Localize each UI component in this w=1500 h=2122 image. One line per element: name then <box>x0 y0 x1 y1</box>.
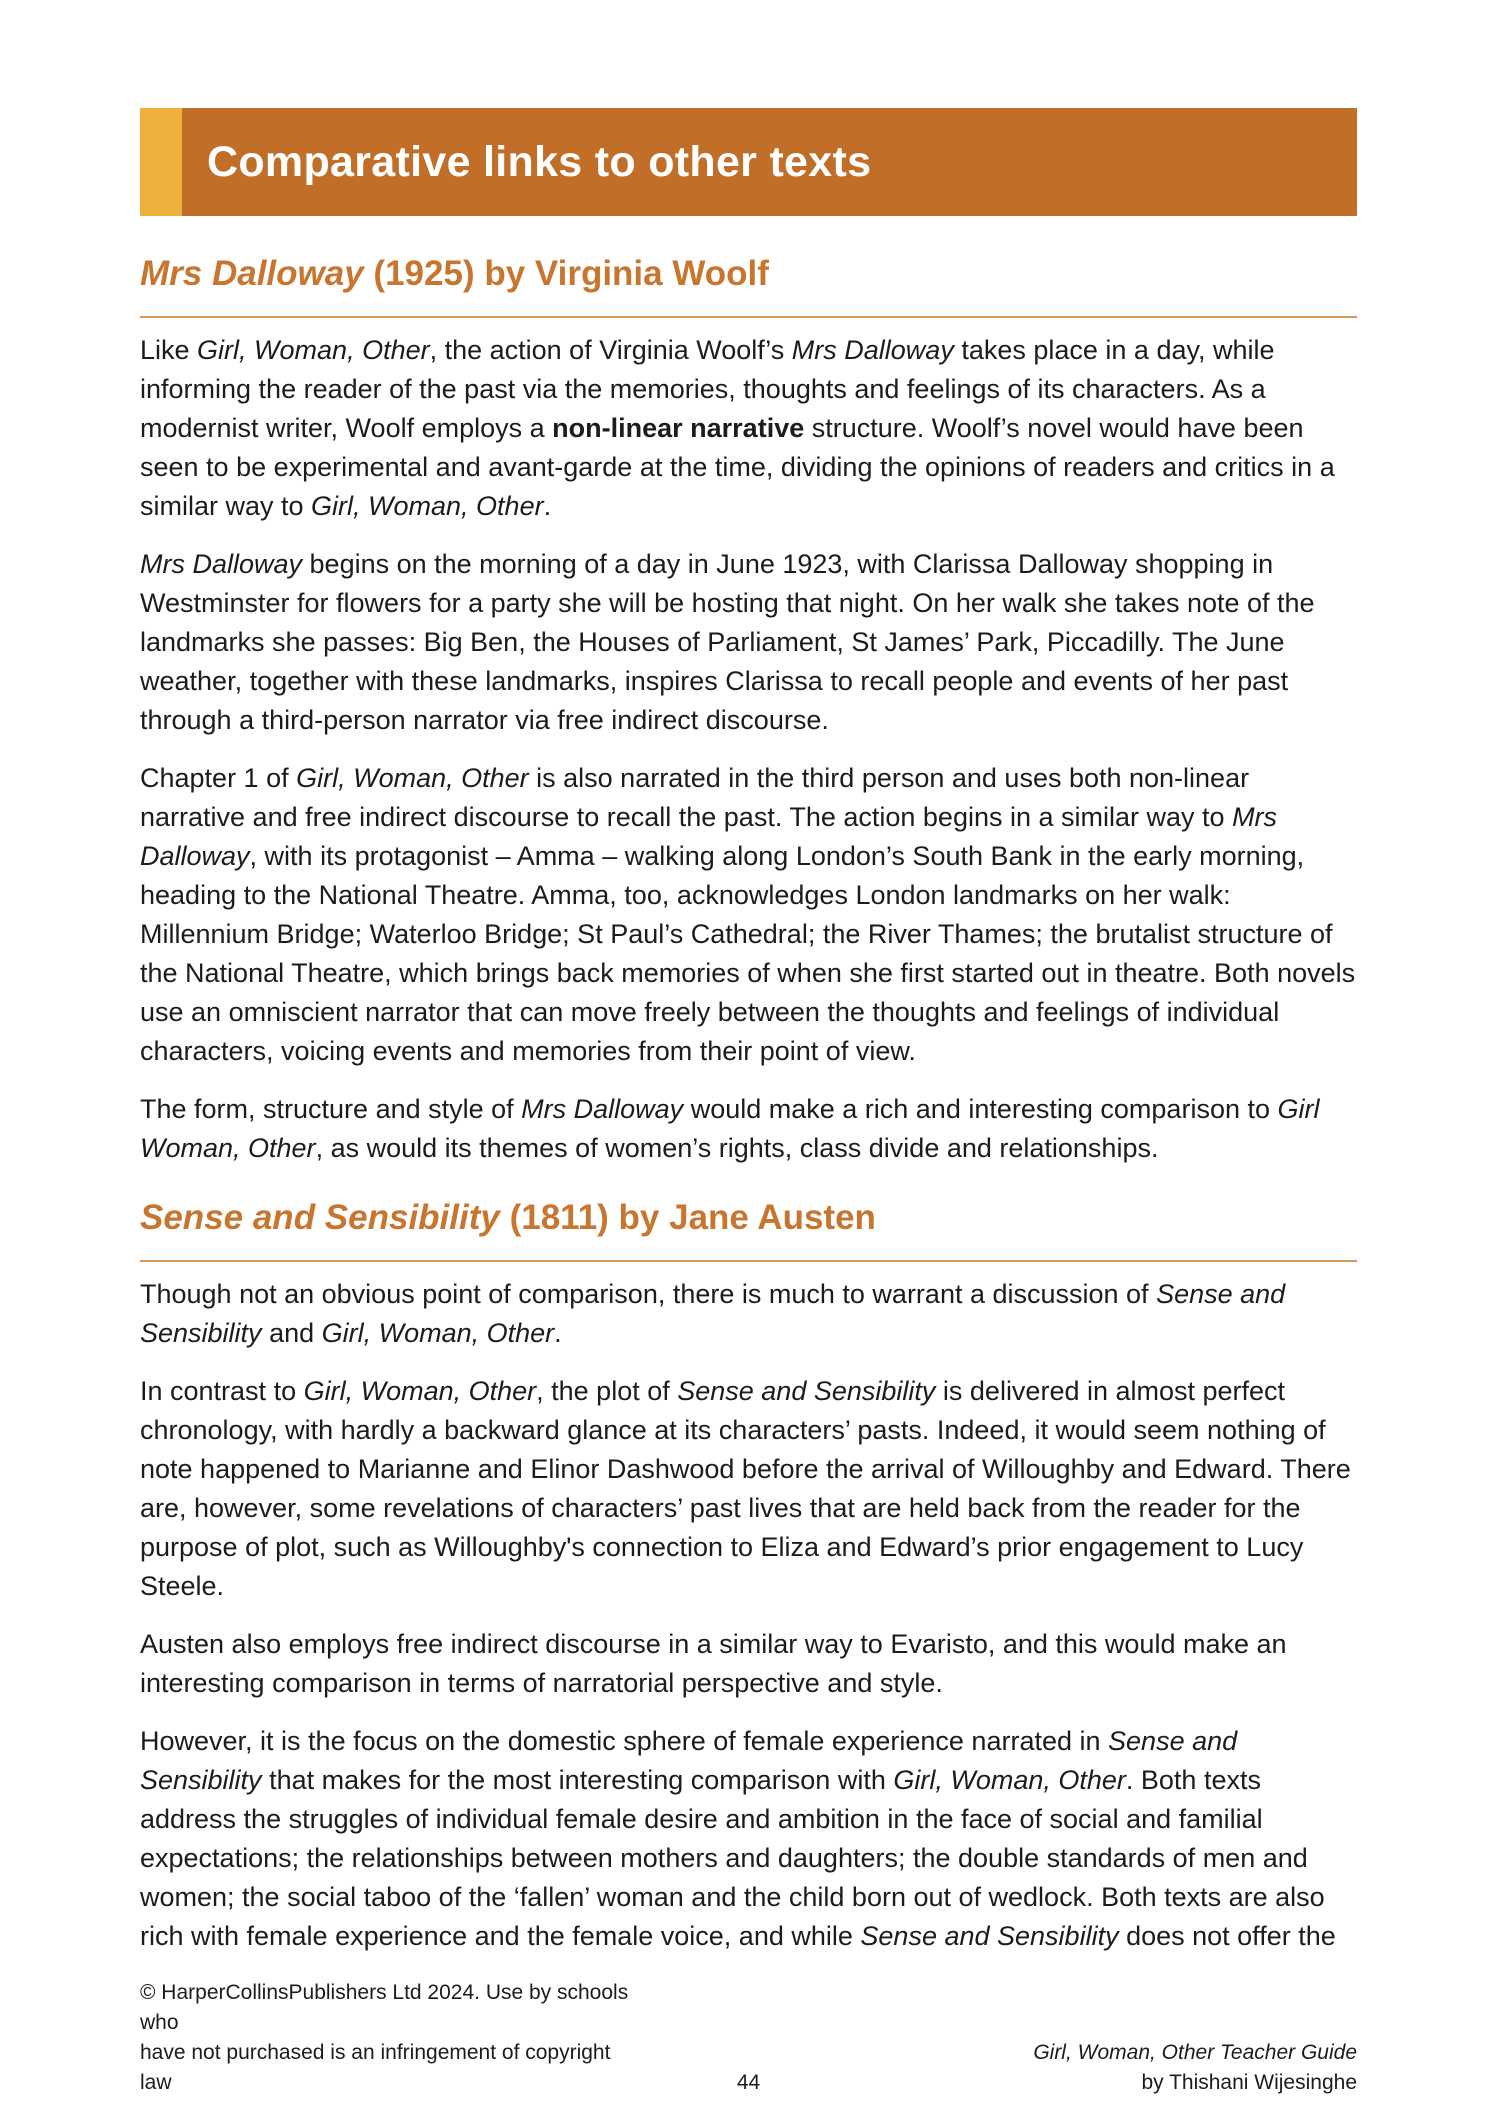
page-number: 44 <box>736 2071 761 2094</box>
text-run: Sense and Sensibility <box>860 1921 1119 1951</box>
section-mrs-dalloway <box>140 252 1357 1168</box>
text-run: However, it is the focus on the domestic sphere of female experience narrated in <box>140 1726 1109 1756</box>
text-run: , with its protagonist – Amma – walking along London’s South Bank in the early morning, heading to the National Theatre. Amma, too, acknowledges London landmarks on her walk: Millennium Bridge; Waterloo Bridge; St Paul’s Cathedral; the River Thames; the brutalist structure of the National Theatre, which brings back memories of when she first started out in theatre. Both novels use an omniscient narrator that can move freely between the thoughts and feelings of individual characters, voicing events and memories from their point of view. <box>140 841 1356 1066</box>
section-body-mrs-dalloway <box>140 318 1357 1168</box>
section-sense-and-sensibility <box>140 1196 1357 1956</box>
text-run: . <box>554 1318 562 1348</box>
text-run: The form, structure and style of <box>140 1094 522 1124</box>
section-banner <box>140 108 1357 216</box>
paragraph <box>140 1275 1357 1353</box>
text-run: Girl Woman, Other <box>140 1094 1320 1163</box>
text-run: that makes for the most interesting comparison with <box>261 1765 894 1795</box>
copyright-line-1: © HarperCollinsPublishers Ltd 2024. Use by schools who <box>140 1981 629 2034</box>
text-run: Girl, Woman, Other <box>311 491 544 521</box>
text-run: Girl, Woman, Other <box>296 763 529 793</box>
text-run: Sense and Sensibility <box>140 1198 500 1237</box>
text-run: Sense and Sensibility <box>140 1279 1286 1348</box>
text-run: Mrs Dalloway <box>140 802 1278 871</box>
guide-title: Girl, Woman, Other Teacher Guide <box>1033 2041 1357 2064</box>
text-run: Mrs Dalloway <box>791 335 954 365</box>
paragraph <box>140 545 1357 740</box>
text-run: . <box>543 491 552 521</box>
text-run: non-linear narrative <box>552 413 805 443</box>
text-run: , the plot of <box>536 1376 678 1406</box>
text-run: (1811) by Jane Austen <box>499 1198 876 1237</box>
text-run: and <box>261 1318 322 1348</box>
paragraph <box>140 331 1357 526</box>
text-run: does not offer the <box>1118 1921 1336 1951</box>
text-run: In contrast to <box>140 1376 304 1406</box>
text-run: Girl, Woman, Other <box>321 1318 555 1348</box>
text-run: Mrs Dalloway <box>140 254 364 293</box>
text-run: , the action of Virginia Woolf’s <box>429 335 792 365</box>
copyright-notice <box>140 1978 640 2098</box>
text-run: , as would its themes of women’s rights, class divide and relationships. <box>315 1133 1159 1163</box>
banner-background <box>182 108 1357 216</box>
text-run: Chapter 1 of <box>140 763 297 793</box>
banner-accent-bar <box>140 108 182 216</box>
text-run: Girl, Woman, Other <box>303 1376 537 1406</box>
text-run: (1925) by Virginia Woolf <box>363 254 769 293</box>
text-run: Austen also employs free indirect discourse in a similar way to Evaristo, and this would make an interesting comparison in terms of narratorial perspective and style. <box>140 1629 1287 1698</box>
text-run: would make a rich and interesting comparison to <box>683 1094 1278 1124</box>
paragraph <box>140 1625 1357 1703</box>
page-title: Comparative links to other texts <box>207 137 872 186</box>
text-run: Girl, Woman, Other <box>197 335 430 365</box>
text-run: Like <box>140 335 198 365</box>
paragraph <box>140 1372 1357 1606</box>
section-body-sense-and-sensibility <box>140 1262 1357 1956</box>
text-run: Though not an obvious point of comparison, there is much to warrant a discussion of <box>140 1279 1157 1309</box>
paragraph <box>140 1090 1357 1168</box>
copyright-line-2: have not purchased is an infringement of copyright law <box>140 2041 611 2094</box>
text-run: is delivered in almost perfect chronology, with hardly a backward glance at its characters’ pasts. Indeed, it would seem nothing of note happened to Marianne and Elinor Dashwood before the arrival of Willoughby and Edward. There are, however, some revelations of characters’ past lives that are held back from the reader for the purpose of plot, such as Willoughby's connection to Eliza and Edward’s prior engagement to Lucy Steele. <box>140 1376 1351 1601</box>
section-heading-sense-and-sensibility <box>140 1196 1357 1262</box>
text-run: structure. Woolf’s novel would have been seen to be experimental and avant-garde at the time, dividing the opinions of readers and critics in a similar way to <box>140 413 1335 521</box>
text-run: . Both texts address the struggles of individual female desire and ambition in the face of social and familial expectations; the relationships between mothers and daughters; the double standards of men and women; the social taboo of the ‘fallen’ woman and the child born out of wedlock. Both texts are also rich with female experience and the female voice, and while <box>140 1765 1325 1951</box>
text-run: Mrs Dalloway <box>140 549 303 579</box>
text-run: is also narrated in the third person and uses both non-linear narrative and free indirect discourse to recall the past. The action begins in a similar way to <box>140 763 1250 832</box>
text-run: begins on the morning of a day in June 1923, with Clarissa Dalloway shopping in Westminster for flowers for a party she will be hosting that night. On her walk she takes note of the landmarks she passes: Big Ben, the Houses of Parliament, St James’ Park, Piccadilly. The June weather, together with these landmarks, inspires Clarissa to recall people and events of her past through a third-person narrator via free indirect discourse. <box>140 549 1315 735</box>
guide-author: by Thishani Wijesinghe <box>1141 2071 1357 2094</box>
text-run: takes place in a day, while informing the reader of the past via the memories, thoughts and feelings of its characters. As a modernist writer, Woolf employs a <box>140 335 1275 443</box>
text-run: Sense and Sensibility <box>140 1726 1238 1795</box>
paragraph <box>140 1722 1357 1956</box>
paragraph <box>140 759 1357 1071</box>
page-footer <box>140 1978 1357 2098</box>
guide-credit <box>857 2038 1357 2098</box>
section-heading-mrs-dalloway <box>140 252 1357 318</box>
text-run: Mrs Dalloway <box>521 1094 684 1124</box>
page-content <box>140 216 1357 1975</box>
text-run: Sense and Sensibility <box>677 1376 936 1406</box>
text-run: Girl, Woman, Other <box>893 1765 1126 1795</box>
